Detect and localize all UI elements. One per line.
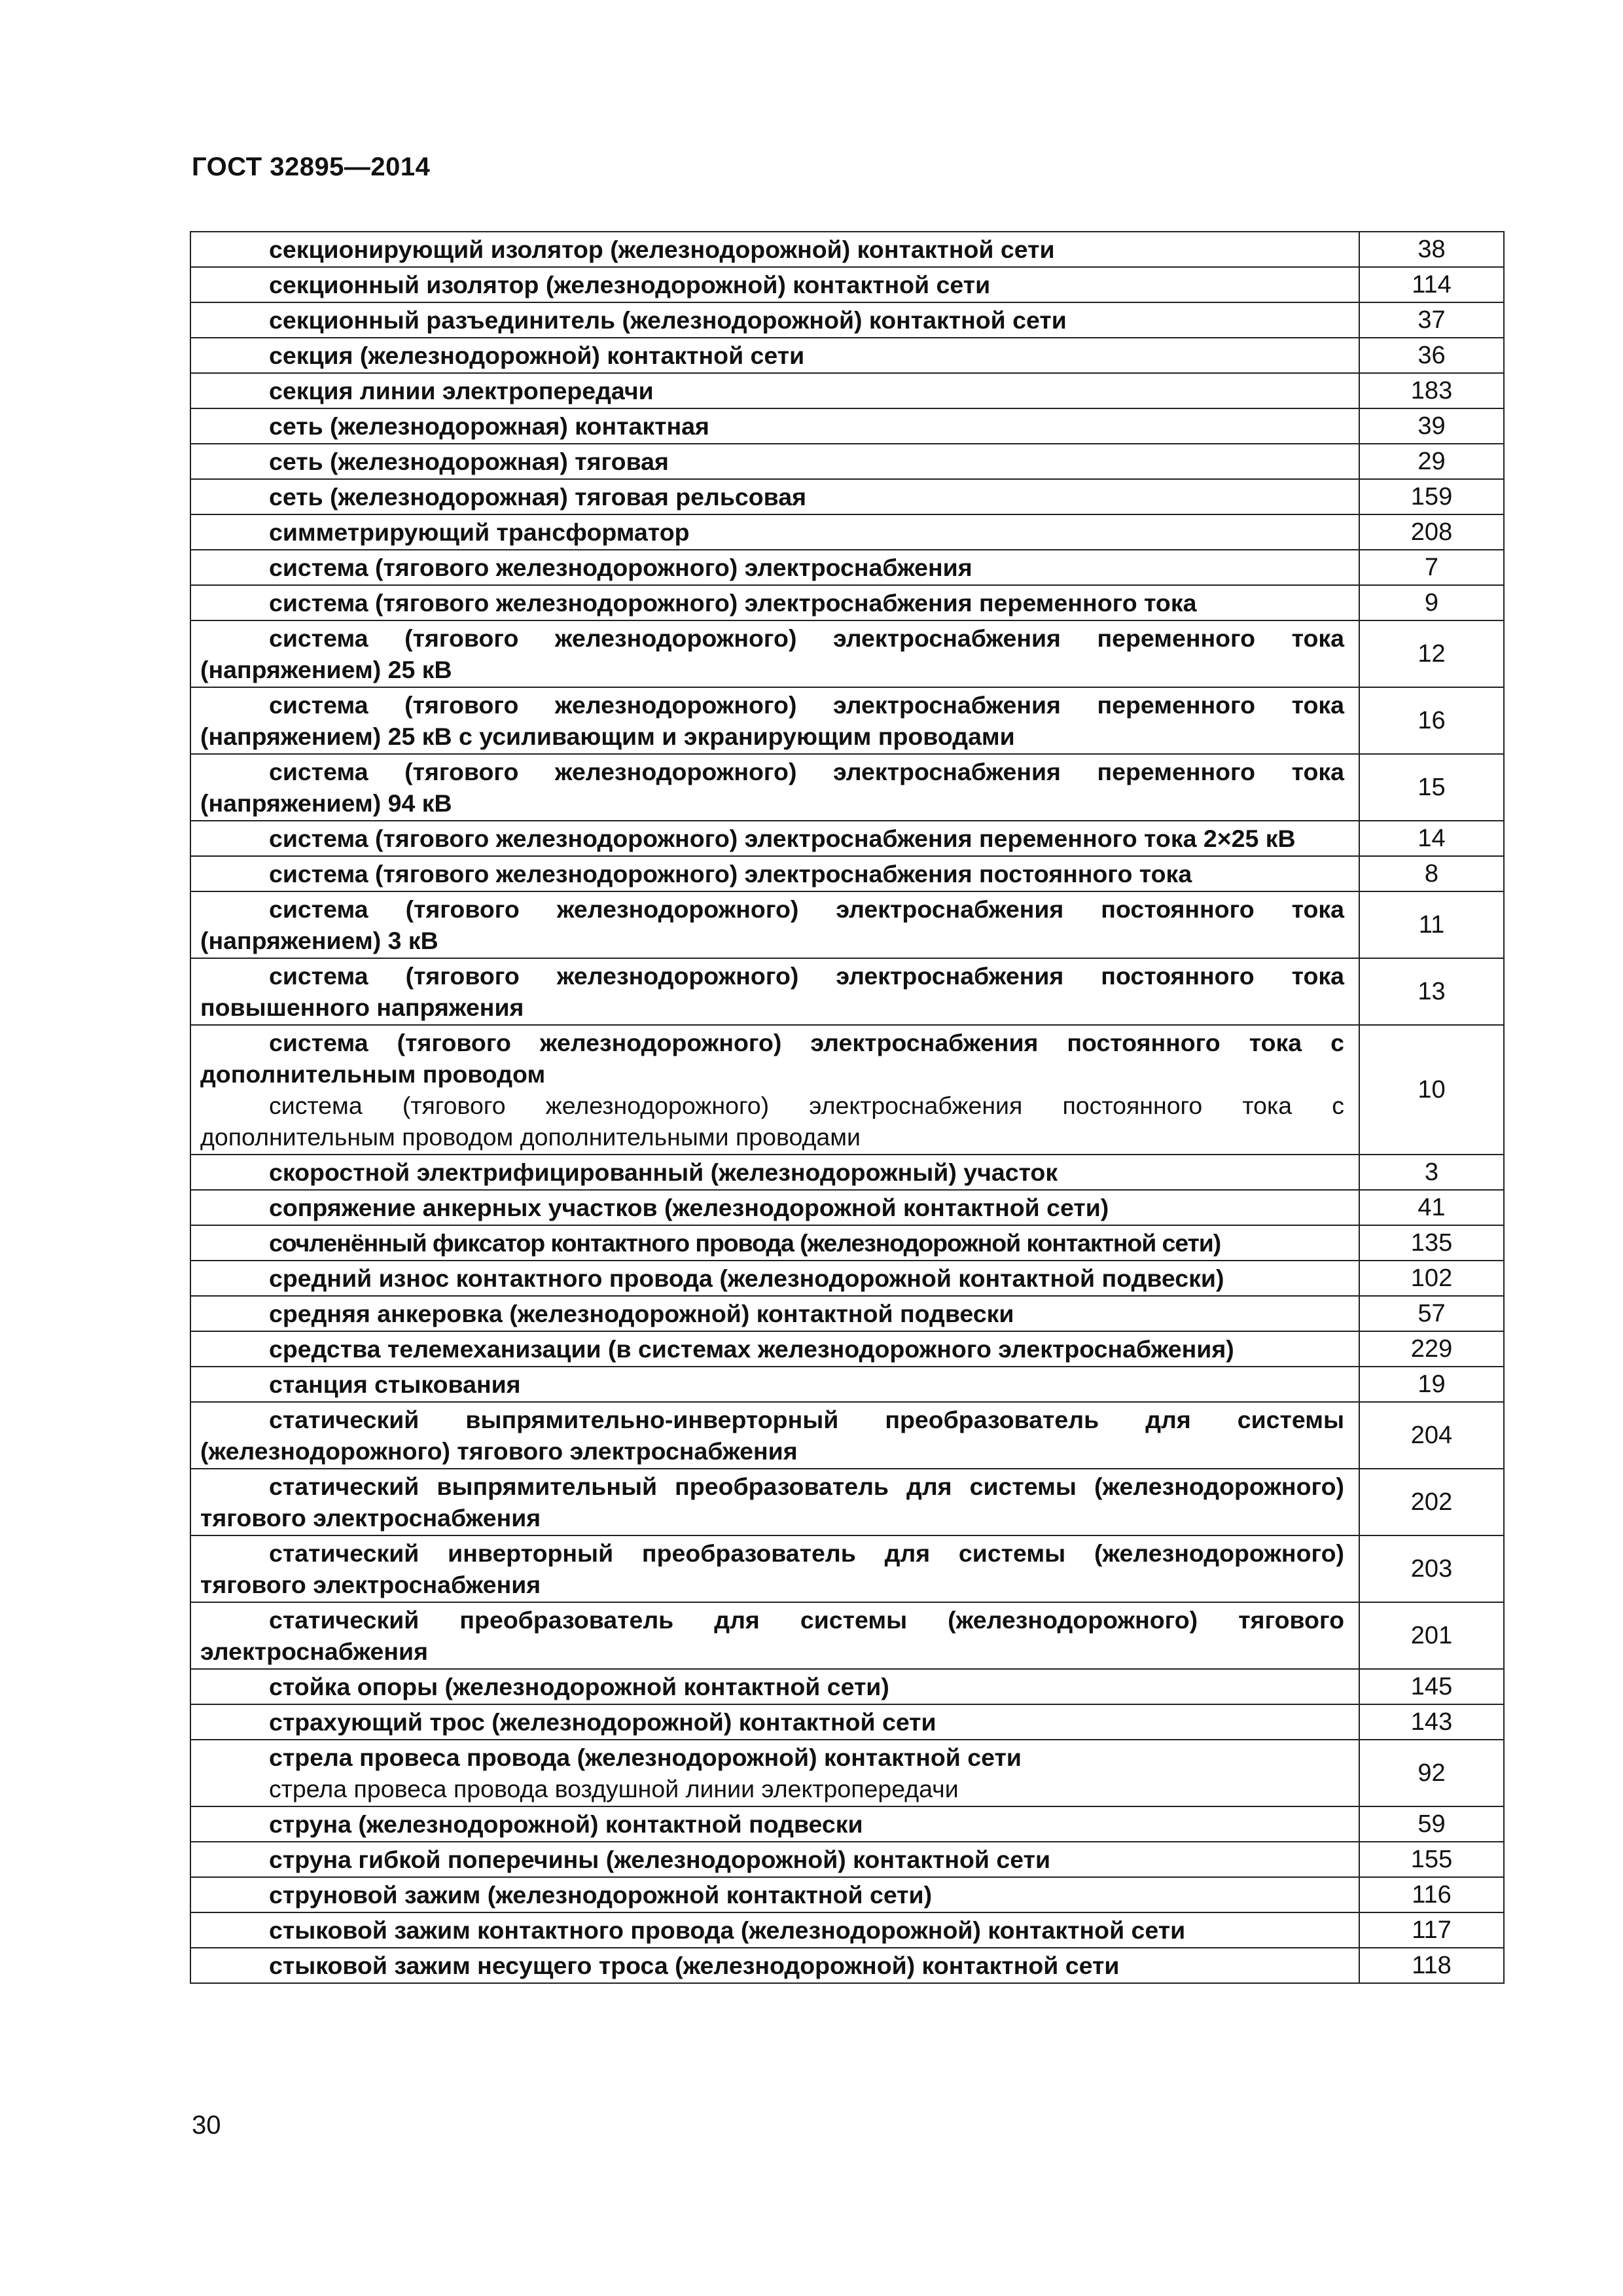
table-row [190, 1842, 1504, 1877]
term-cell [190, 821, 1359, 856]
term-text: система (тягового железнодорожного) электроснабжения постоянного тока [269, 860, 1192, 888]
term-cell [190, 1225, 1359, 1261]
table-row [190, 620, 1504, 687]
page-number: 30 [192, 2111, 221, 2140]
term-text: сеть (железнодорожная) контактная [269, 412, 709, 440]
document-header: ГОСТ 32895—2014 [192, 152, 431, 181]
table-row [190, 821, 1504, 856]
term-text: станция стыкования [269, 1371, 521, 1398]
table-row [190, 550, 1504, 585]
table-row [190, 1155, 1504, 1190]
table-row [190, 373, 1504, 408]
term-number: 15 [1359, 754, 1504, 821]
term-text: струна (железнодорожной) контактной подвески [269, 1810, 863, 1838]
term-text: система (тягового железнодорожного) электроснабжения постоянного тока (напряжением) 3 кВ [200, 895, 1344, 954]
term-cell [190, 232, 1359, 267]
term-number: 143 [1359, 1704, 1504, 1740]
term-text: статический выпрямительно-инверторный преобразователь для системы (железнодорожного) тягового электроснабжения [200, 1406, 1344, 1465]
term-number: 39 [1359, 408, 1504, 444]
term-text: скоростной электрифицированный (железнодорожный) участок [269, 1158, 1058, 1186]
term-index-table [190, 231, 1505, 1984]
term-cell [190, 1842, 1359, 1877]
table-row [190, 1948, 1504, 1983]
term-cell [190, 1296, 1359, 1331]
term-number: 116 [1359, 1877, 1504, 1912]
term-cell [190, 514, 1359, 550]
term-number: 11 [1359, 891, 1504, 958]
term-text: система (тягового железнодорожного) электроснабжения [269, 554, 972, 581]
term-text: сопряжение анкерных участков (железнодорожной контактной сети) [269, 1194, 1109, 1221]
term-cell [190, 479, 1359, 514]
term-text: страхующий трос (железнодорожной) контактной сети [269, 1708, 936, 1736]
term-index-body [190, 232, 1504, 1983]
term-text: сочленённый фиксатор контактного провода (железнодорожной контактной сети) [269, 1229, 1221, 1257]
term-cell [190, 1469, 1359, 1535]
term-number: 59 [1359, 1806, 1504, 1842]
term-number: 102 [1359, 1261, 1504, 1296]
term-text: система (тягового железнодорожного) электроснабжения постоянного тока с дополнительным проводом [200, 1029, 1344, 1088]
term-text: система (тягового железнодорожного) электроснабжения переменного тока [269, 589, 1197, 617]
table-row [190, 408, 1504, 444]
term-cell [190, 338, 1359, 373]
term-text: секционный изолятор (железнодорожной) контактной сети [269, 271, 991, 298]
term-text: средства телемеханизации (в системах железнодорожного электроснабжения) [269, 1335, 1234, 1363]
term-number: 3 [1359, 1155, 1504, 1190]
term-cell [190, 1402, 1359, 1469]
term-text: сеть (железнодорожная) тяговая рельсовая [269, 483, 806, 511]
table-row [190, 1190, 1504, 1225]
term-text: средняя анкеровка (железнодорожной) контактной подвески [269, 1300, 1014, 1327]
term-text: стыковой зажим контактного провода (железнодорожной) контактной сети [269, 1916, 1186, 1944]
term-cell [190, 1912, 1359, 1948]
term-number: 37 [1359, 302, 1504, 338]
term-number: 201 [1359, 1602, 1504, 1669]
term-text: система (тягового железнодорожного) электроснабжения переменного тока (напряжением) 25 кВ [200, 624, 1344, 683]
term-cell [190, 1261, 1359, 1296]
term-cell [190, 1025, 1359, 1155]
term-number: 92 [1359, 1740, 1504, 1806]
term-number: 208 [1359, 514, 1504, 550]
table-row [190, 1669, 1504, 1704]
term-cell [190, 1806, 1359, 1842]
term-cell [190, 1669, 1359, 1704]
table-row [190, 891, 1504, 958]
table-row [190, 754, 1504, 821]
term-number: 183 [1359, 373, 1504, 408]
term-text: струна гибкой поперечины (железнодорожной) контактной сети [269, 1846, 1051, 1873]
term-cell [190, 1155, 1359, 1190]
table-row [190, 856, 1504, 891]
term-cell [190, 958, 1359, 1025]
term-cell [190, 1367, 1359, 1402]
term-cell [190, 373, 1359, 408]
term-text: сеть (железнодорожная) тяговая [269, 448, 669, 475]
term-cell [190, 891, 1359, 958]
table-row [190, 1602, 1504, 1669]
term-number: 36 [1359, 338, 1504, 373]
table-row [190, 444, 1504, 479]
term-text: струновой зажим (железнодорожной контактной сети) [269, 1881, 933, 1909]
term-cell [190, 585, 1359, 620]
term-cell [190, 408, 1359, 444]
table-row [190, 1912, 1504, 1948]
table-row [190, 1740, 1504, 1806]
term-number: 155 [1359, 1842, 1504, 1877]
term-cell [190, 550, 1359, 585]
term-text: стыковой зажим несущего троса (железнодорожной) контактной сети [269, 1952, 1120, 1979]
term-number: 16 [1359, 687, 1504, 754]
term-text: система (тягового железнодорожного) электроснабжения переменного тока (напряжением) 25 кВ с усиливающим и экранирующим проводами [200, 691, 1344, 750]
term-number: 57 [1359, 1296, 1504, 1331]
table-row [190, 1877, 1504, 1912]
table-row [190, 1296, 1504, 1331]
term-cell [190, 687, 1359, 754]
term-number: 13 [1359, 958, 1504, 1025]
term-text: система (тягового железнодорожного) электроснабжения переменного тока (напряжением) 94 кВ [200, 758, 1344, 817]
term-number: 117 [1359, 1912, 1504, 1948]
table-row [190, 1331, 1504, 1367]
term-text: стойка опоры (железнодорожной контактной сети) [269, 1673, 889, 1700]
table-row [190, 1367, 1504, 1402]
term-text: статический преобразователь для системы (железнодорожного) тягового электроснабжения [200, 1606, 1344, 1665]
term-number: 38 [1359, 232, 1504, 267]
term-text: секционный разъединитель (железнодорожной) контактной сети [269, 306, 1067, 334]
table-row [190, 232, 1504, 267]
term-cell [190, 444, 1359, 479]
term-text: секция линии электропередачи [269, 377, 654, 404]
term-cell [190, 302, 1359, 338]
term-number: 9 [1359, 585, 1504, 620]
term-cell [190, 267, 1359, 302]
table-row [190, 1704, 1504, 1740]
table-row [190, 267, 1504, 302]
term-number: 7 [1359, 550, 1504, 585]
table-row [190, 479, 1504, 514]
term-cell [190, 1535, 1359, 1602]
term-cell [190, 1190, 1359, 1225]
table-row [190, 1025, 1504, 1155]
table-row [190, 1225, 1504, 1261]
term-number: 19 [1359, 1367, 1504, 1402]
term-cell [190, 1877, 1359, 1912]
term-number: 202 [1359, 1469, 1504, 1535]
term-cell [190, 1331, 1359, 1367]
term-text: стрела провеса провода (железнодорожной) контактной сети [269, 1744, 1022, 1771]
term-number: 118 [1359, 1948, 1504, 1983]
term-number: 114 [1359, 267, 1504, 302]
table-row [190, 1261, 1504, 1296]
term-number: 203 [1359, 1535, 1504, 1602]
term-cell [190, 1704, 1359, 1740]
term-text: средний износ контактного провода (железнодорожной контактной подвески) [269, 1265, 1224, 1292]
term-text: система (тягового железнодорожного) электроснабжения постоянного тока повышенного напряжения [200, 962, 1344, 1021]
term-cell [190, 1948, 1359, 1983]
term-number: 14 [1359, 821, 1504, 856]
term-cell [190, 754, 1359, 821]
table-row [190, 302, 1504, 338]
term-number: 41 [1359, 1190, 1504, 1225]
term-number: 8 [1359, 856, 1504, 891]
term-number: 29 [1359, 444, 1504, 479]
term-number: 12 [1359, 620, 1504, 687]
term-number: 10 [1359, 1025, 1504, 1155]
term-number: 229 [1359, 1331, 1504, 1367]
term-number: 204 [1359, 1402, 1504, 1469]
term-text: статический инверторный преобразователь для системы (железнодорожного) тягового электроснабжения [200, 1539, 1344, 1598]
term-text: секционирующий изолятор (железнодорожной) контактной сети [269, 236, 1055, 263]
term-cell [190, 620, 1359, 687]
term-number: 145 [1359, 1669, 1504, 1704]
table-row [190, 338, 1504, 373]
table-row [190, 1535, 1504, 1602]
term-number: 159 [1359, 479, 1504, 514]
term-variant-text: система (тягового железнодорожного) электроснабжения постоянного тока с дополнительным проводом дополнительными проводами [200, 1092, 1344, 1151]
term-cell [190, 1602, 1359, 1669]
table-row [190, 514, 1504, 550]
table-row [190, 1402, 1504, 1469]
table-row [190, 585, 1504, 620]
term-text: секция (железнодорожной) контактной сети [269, 342, 805, 369]
term-text: статический выпрямительный преобразователь для системы (железнодорожного) тягового электроснабжения [200, 1473, 1344, 1532]
table-row [190, 1806, 1504, 1842]
table-row [190, 958, 1504, 1025]
table-row [190, 1469, 1504, 1535]
term-cell [190, 1740, 1359, 1806]
term-number: 135 [1359, 1225, 1504, 1261]
term-text: симметрирующий трансформатор [269, 518, 690, 546]
term-text: система (тягового железнодорожного) электроснабжения переменного тока 2×25 кВ [269, 825, 1296, 852]
term-variant-text: стрела провеса провода воздушной линии электропередачи [269, 1775, 959, 1803]
table-row [190, 687, 1504, 754]
term-cell [190, 856, 1359, 891]
